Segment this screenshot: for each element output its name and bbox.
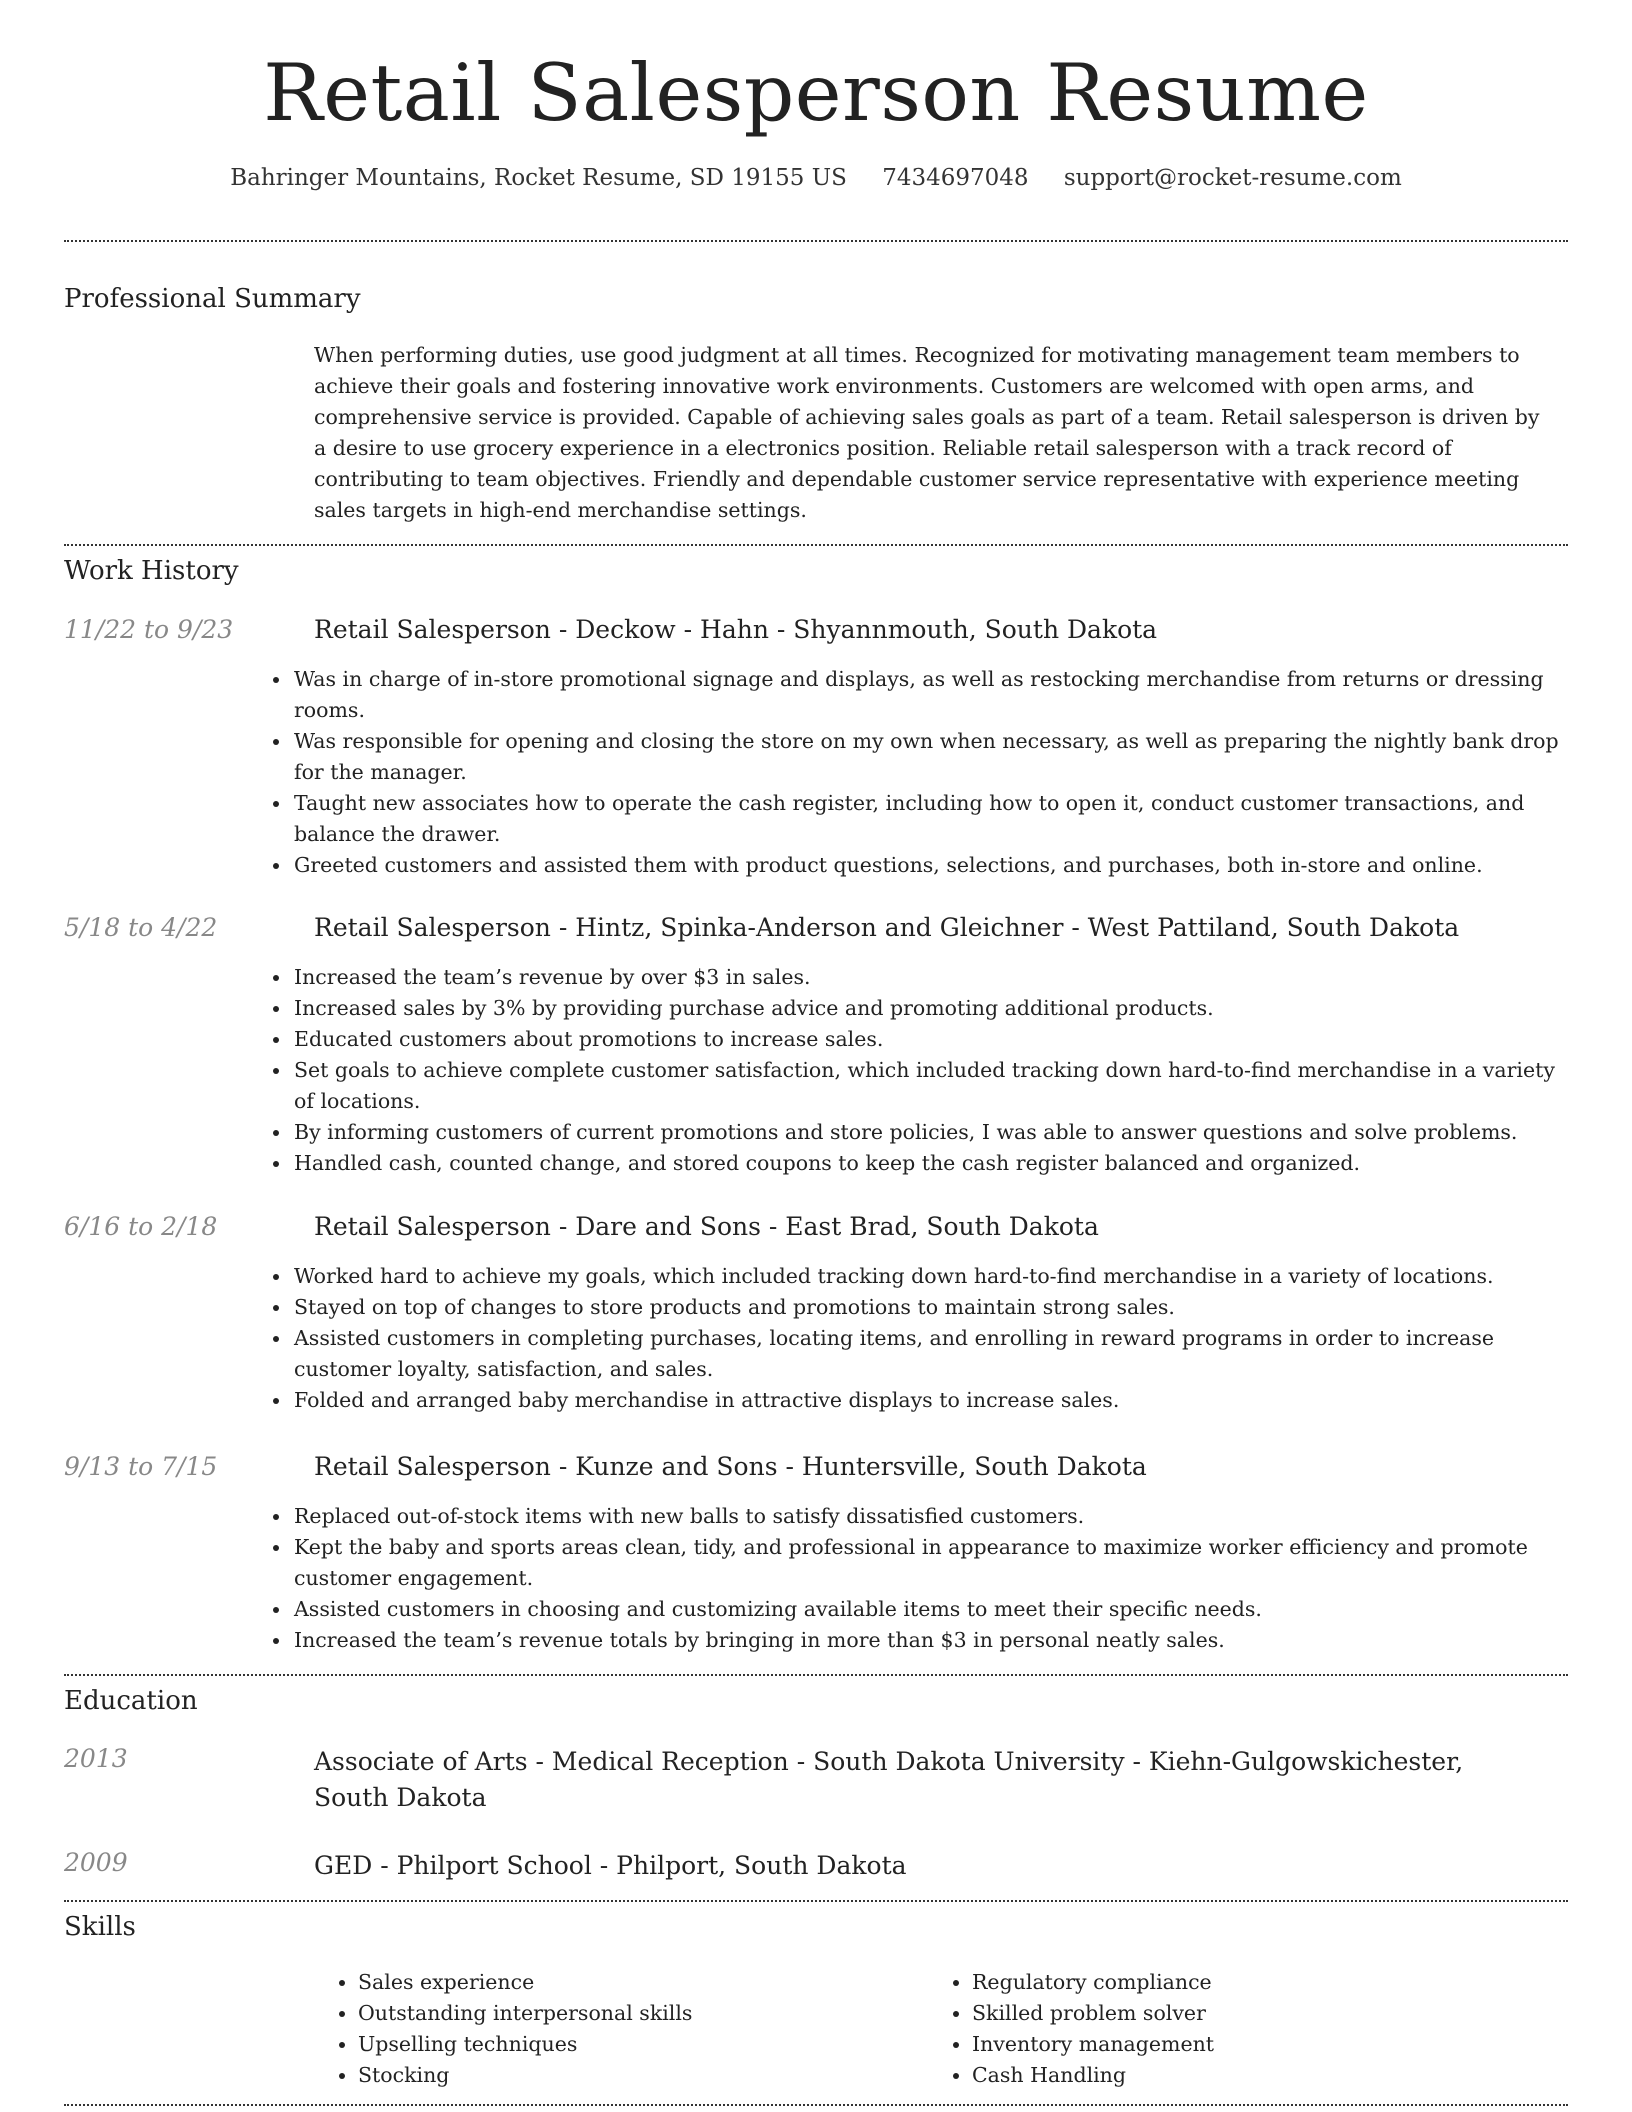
- list-item: • Assisted customers in choosing and customizing available items to meet their specific needs.: [292, 1594, 1560, 1625]
- job-bullets: [292, 1501, 1560, 1656]
- education-title: Associate of Arts - Medical Reception - South Dakota University - Kiehn-Gulgowskichester, South Dakota: [314, 1747, 1464, 1812]
- skills-section: [64, 1912, 1568, 1942]
- skills-heading: Skills: [64, 1912, 136, 1942]
- job-bullets: [292, 664, 1560, 881]
- contact-line: [0, 165, 1632, 191]
- list-item: • By informing customers of current promotions and store policies, I was able to answer questions and solve problems.: [292, 1117, 1560, 1148]
- education-year: 2009: [64, 1848, 128, 1877]
- job-dates: 11/22 to 9/23: [64, 615, 234, 644]
- education-heading: Education: [64, 1686, 198, 1716]
- work-history-section: [64, 556, 1568, 586]
- skills-list-left: [358, 1967, 918, 2091]
- job-dates: 5/18 to 4/22: [64, 913, 218, 942]
- job-dates: 6/16 to 2/18: [64, 1212, 218, 1241]
- education-section: [64, 1686, 1568, 1716]
- education-title: GED - Philport School - Philport, South Dakota: [314, 1851, 907, 1880]
- job-bullets: [292, 1261, 1560, 1416]
- skill-item: • Regulatory compliance: [972, 1967, 1532, 1998]
- job-bullets: [292, 962, 1560, 1179]
- divider: [64, 544, 1568, 546]
- list-item: • Was responsible for opening and closing the store on my own when necessary, as well as preparing the nightly bank drop for the manager.: [292, 726, 1560, 788]
- divider: [64, 1674, 1568, 1676]
- job-title: Retail Salesperson - Hintz, Spinka-Anderson and Gleichner - West Pattiland, South Dakota: [314, 913, 1460, 942]
- skill-item: • Cash Handling: [972, 2060, 1532, 2091]
- skill-item: • Stocking: [358, 2060, 918, 2091]
- divider: [64, 240, 1568, 242]
- list-item: • Worked hard to achieve my goals, which included tracking down hard-to-find merchandise in a variety of locations.: [292, 1261, 1560, 1292]
- list-item: • Increased the team’s revenue totals by bringing in more than $3 in personal neatly sales.: [292, 1625, 1560, 1656]
- divider: [64, 1900, 1568, 1902]
- divider: [64, 2104, 1568, 2106]
- list-item: • Folded and arranged baby merchandise in attractive displays to increase sales.: [292, 1385, 1560, 1416]
- skill-item: • Skilled problem solver: [972, 1998, 1532, 2029]
- skill-item: • Sales experience: [358, 1967, 918, 1998]
- list-item: • Increased sales by 3% by providing purchase advice and promoting additional products.: [292, 993, 1560, 1024]
- summary-heading: Professional Summary: [64, 284, 361, 314]
- resume-header: [0, 0, 1632, 191]
- list-item: • Was in charge of in-store promotional signage and displays, as well as restocking merchandise from returns or dressing rooms.: [292, 664, 1560, 726]
- list-item: • Assisted customers in completing purchases, locating items, and enrolling in reward programs in order to increase customer loyalty, satisfaction, and sales.: [292, 1323, 1560, 1385]
- contact-address: Bahringer Mountains, Rocket Resume, SD 19155 US: [230, 164, 847, 191]
- list-item: • Replaced out-of-stock items with new balls to satisfy dissatisfied customers.: [292, 1501, 1560, 1532]
- list-item: • Educated customers about promotions to increase sales.: [292, 1024, 1560, 1055]
- contact-email: support@rocket-resume.com: [1063, 164, 1402, 191]
- list-item: • Increased the team’s revenue by over $3 in sales.: [292, 962, 1560, 993]
- summary-section: [64, 284, 1568, 314]
- education-year: 2013: [64, 1744, 128, 1773]
- job-dates: 9/13 to 7/15: [64, 1452, 218, 1481]
- skills-list-right: [972, 1967, 1532, 2091]
- list-item: • Kept the baby and sports areas clean, tidy, and professional in appearance to maximize worker efficiency and promote customer engagement.: [292, 1532, 1560, 1594]
- skill-item: • Outstanding interpersonal skills: [358, 1998, 918, 2029]
- job-title: Retail Salesperson - Kunze and Sons - Huntersville, South Dakota: [314, 1452, 1147, 1481]
- resume-title: Retail Salesperson Resume: [263, 47, 1369, 139]
- list-item: • Set goals to achieve complete customer satisfaction, which included tracking down hard-to-find merchandise in a variety of locations.: [292, 1055, 1560, 1117]
- list-item: • Greeted customers and assisted them with product questions, selections, and purchases, both in-store and online.: [292, 850, 1560, 881]
- list-item: • Stayed on top of changes to store products and promotions to maintain strong sales.: [292, 1292, 1560, 1323]
- list-item: • Taught new associates how to operate the cash register, including how to open it, conduct customer transactions, and balance the drawer.: [292, 788, 1560, 850]
- summary-text: When performing duties, use good judgment at all times. Recognized for motivating management team members to achieve their goals and fostering innovative work environments. Customers are welcomed with open arms, and comprehensive service is provided. Capable of achieving sales goals as part of a team. Retail salesperson is driven by a desire to use grocery experience in a electronics position. Reliable retail salesperson with a track record of contributing to team objectives. Friendly and dependable customer service representative with experience meeting sales targets in high-end merchandise settings.: [314, 343, 1540, 522]
- skill-item: • Inventory management: [972, 2029, 1532, 2060]
- job-title: Retail Salesperson - Dare and Sons - East Brad, South Dakota: [314, 1212, 1099, 1241]
- contact-phone: 7434697048: [882, 164, 1029, 191]
- work-history-heading: Work History: [64, 556, 239, 586]
- list-item: • Handled cash, counted change, and stored coupons to keep the cash register balanced and organized.: [292, 1148, 1560, 1179]
- job-title: Retail Salesperson - Deckow - Hahn - Shyannmouth, South Dakota: [314, 615, 1158, 644]
- skill-item: • Upselling techniques: [358, 2029, 918, 2060]
